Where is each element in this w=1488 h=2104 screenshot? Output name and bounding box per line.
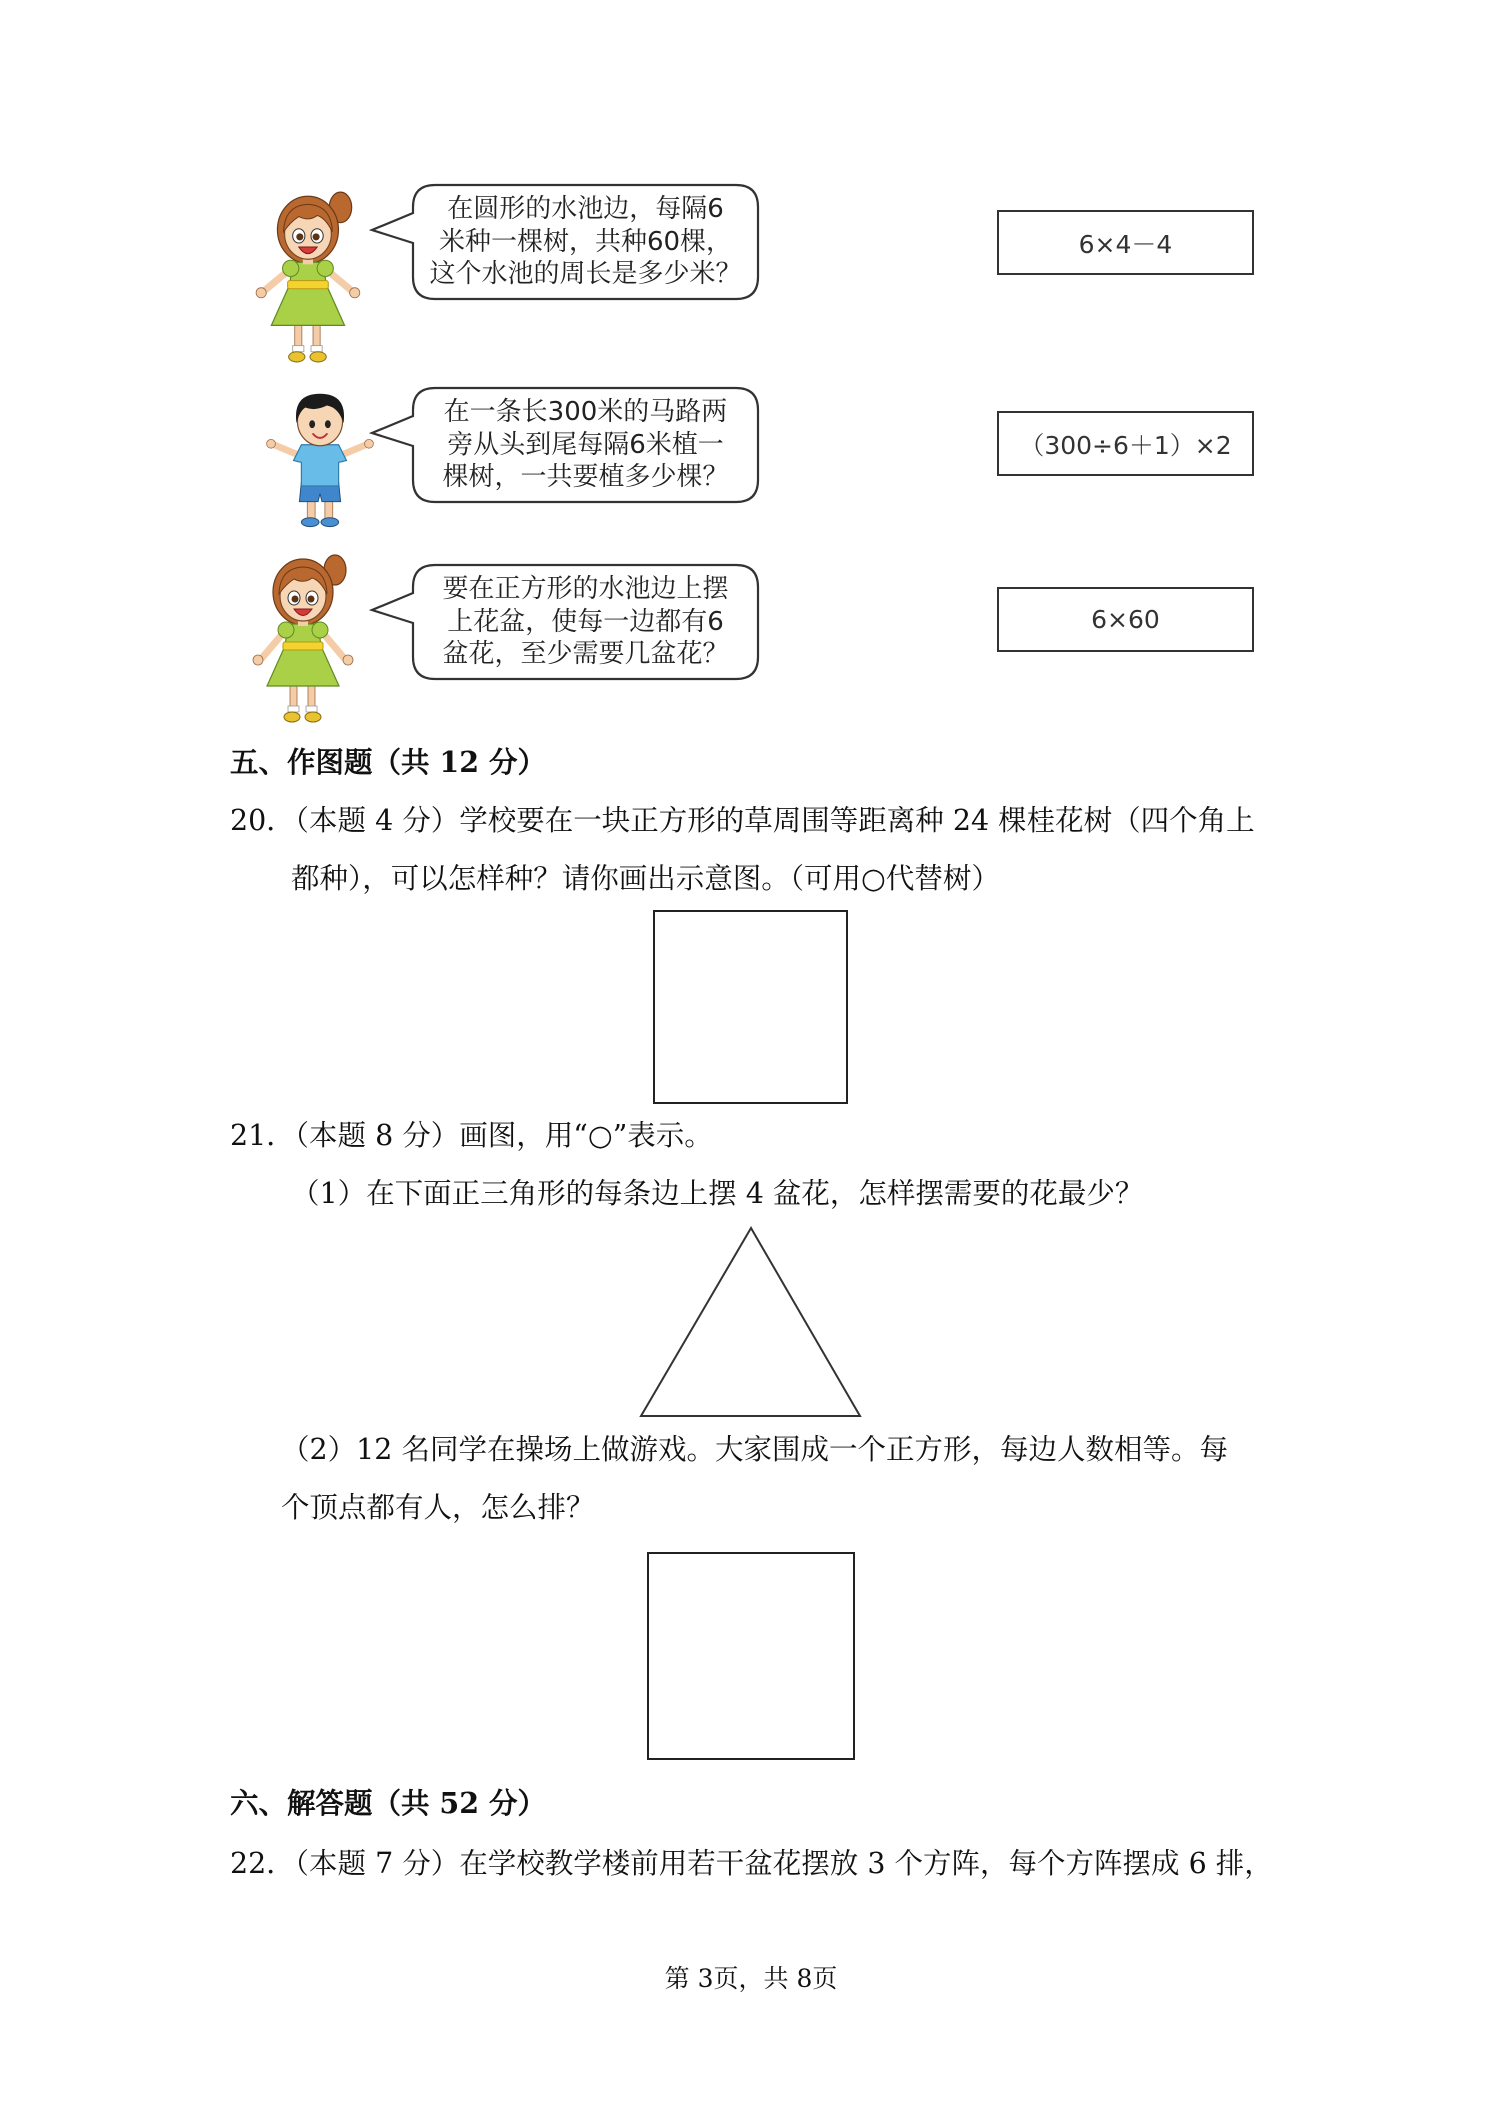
question-21-part-1: （1）在下面正三角形的每条边上摆 4 盆花，怎样摆需要的花最少？ — [291, 1177, 1144, 1210]
page-number-footer: 第 3页，共 8页 — [664, 1964, 838, 1993]
speech-line: 盆花，至少需要几盆花？ — [442, 639, 729, 670]
question-20-line: 20．（本题 4 分）学校要在一块正方形的草周围等距离种 24 棵桂花树（四个角上 — [230, 804, 1255, 837]
drawing-triangle-q21[interactable] — [630, 1220, 870, 1425]
drawing-square-q21[interactable] — [647, 1552, 855, 1760]
girl-waistband — [283, 642, 323, 650]
speech-line: 在一条长300米的马路两 — [443, 397, 728, 428]
girl-shoes — [289, 346, 327, 362]
girl-character-illustration — [250, 183, 372, 366]
answer-box: （300÷6＋1）×2 — [997, 411, 1254, 476]
drawing-square-q20[interactable] — [653, 910, 848, 1104]
speech-bubble-text — [413, 565, 758, 679]
girl-dress — [267, 622, 339, 686]
speech-bubble-text — [413, 388, 758, 502]
equilateral-triangle — [641, 1228, 860, 1416]
question-21-part-2-line: 个顶点都有人，怎么排？ — [281, 1491, 595, 1524]
question-21-stem: 21．（本题 8 分）画图，用“○”表示。 — [230, 1119, 713, 1152]
question-21-part-2-line: （2）12 名同学在操场上做游戏。大家围成一个正方形，每边人数相等。每 — [281, 1433, 1228, 1466]
speech-line: 米种一棵树，共种60棵， — [438, 226, 733, 257]
speech-line: 要在正方形的水池边上摆 — [442, 574, 729, 605]
section-heading: 五、作图题（共 12 分） — [230, 745, 547, 779]
boy-shirt — [294, 445, 347, 486]
speech-line: 上花盆，使每一边都有6 — [447, 606, 724, 637]
section-heading: 六、解答题（共 52 分） — [230, 1786, 547, 1820]
girl-waistband — [288, 281, 329, 289]
girl-shoes — [284, 706, 321, 722]
speech-line: 在圆形的水池边，每隔6 — [447, 194, 724, 225]
speech-line: 这个水池的周长是多少米？ — [429, 259, 742, 290]
answer-box: 6×60 — [997, 587, 1254, 652]
speech-line: 旁从头到尾每隔6米植一 — [447, 429, 724, 460]
speech-line: 棵树，一共要植多少棵？ — [442, 462, 729, 493]
boy-character-illustration — [266, 384, 374, 531]
girl-character-illustration — [246, 546, 366, 726]
girl-dress — [271, 260, 344, 325]
answer-box: 6×4－4 — [997, 210, 1254, 275]
boy-shoes — [301, 518, 338, 527]
question-22-line: 22．（本题 7 分）在学校教学楼前用若干盆花摆放 3 个方阵，每个方阵摆成 6 排， — [230, 1847, 1273, 1880]
question-20-line: 都种），可以怎样种？请你画出示意图。（可用○代替树） — [291, 862, 1000, 895]
speech-bubble-text — [413, 185, 758, 299]
